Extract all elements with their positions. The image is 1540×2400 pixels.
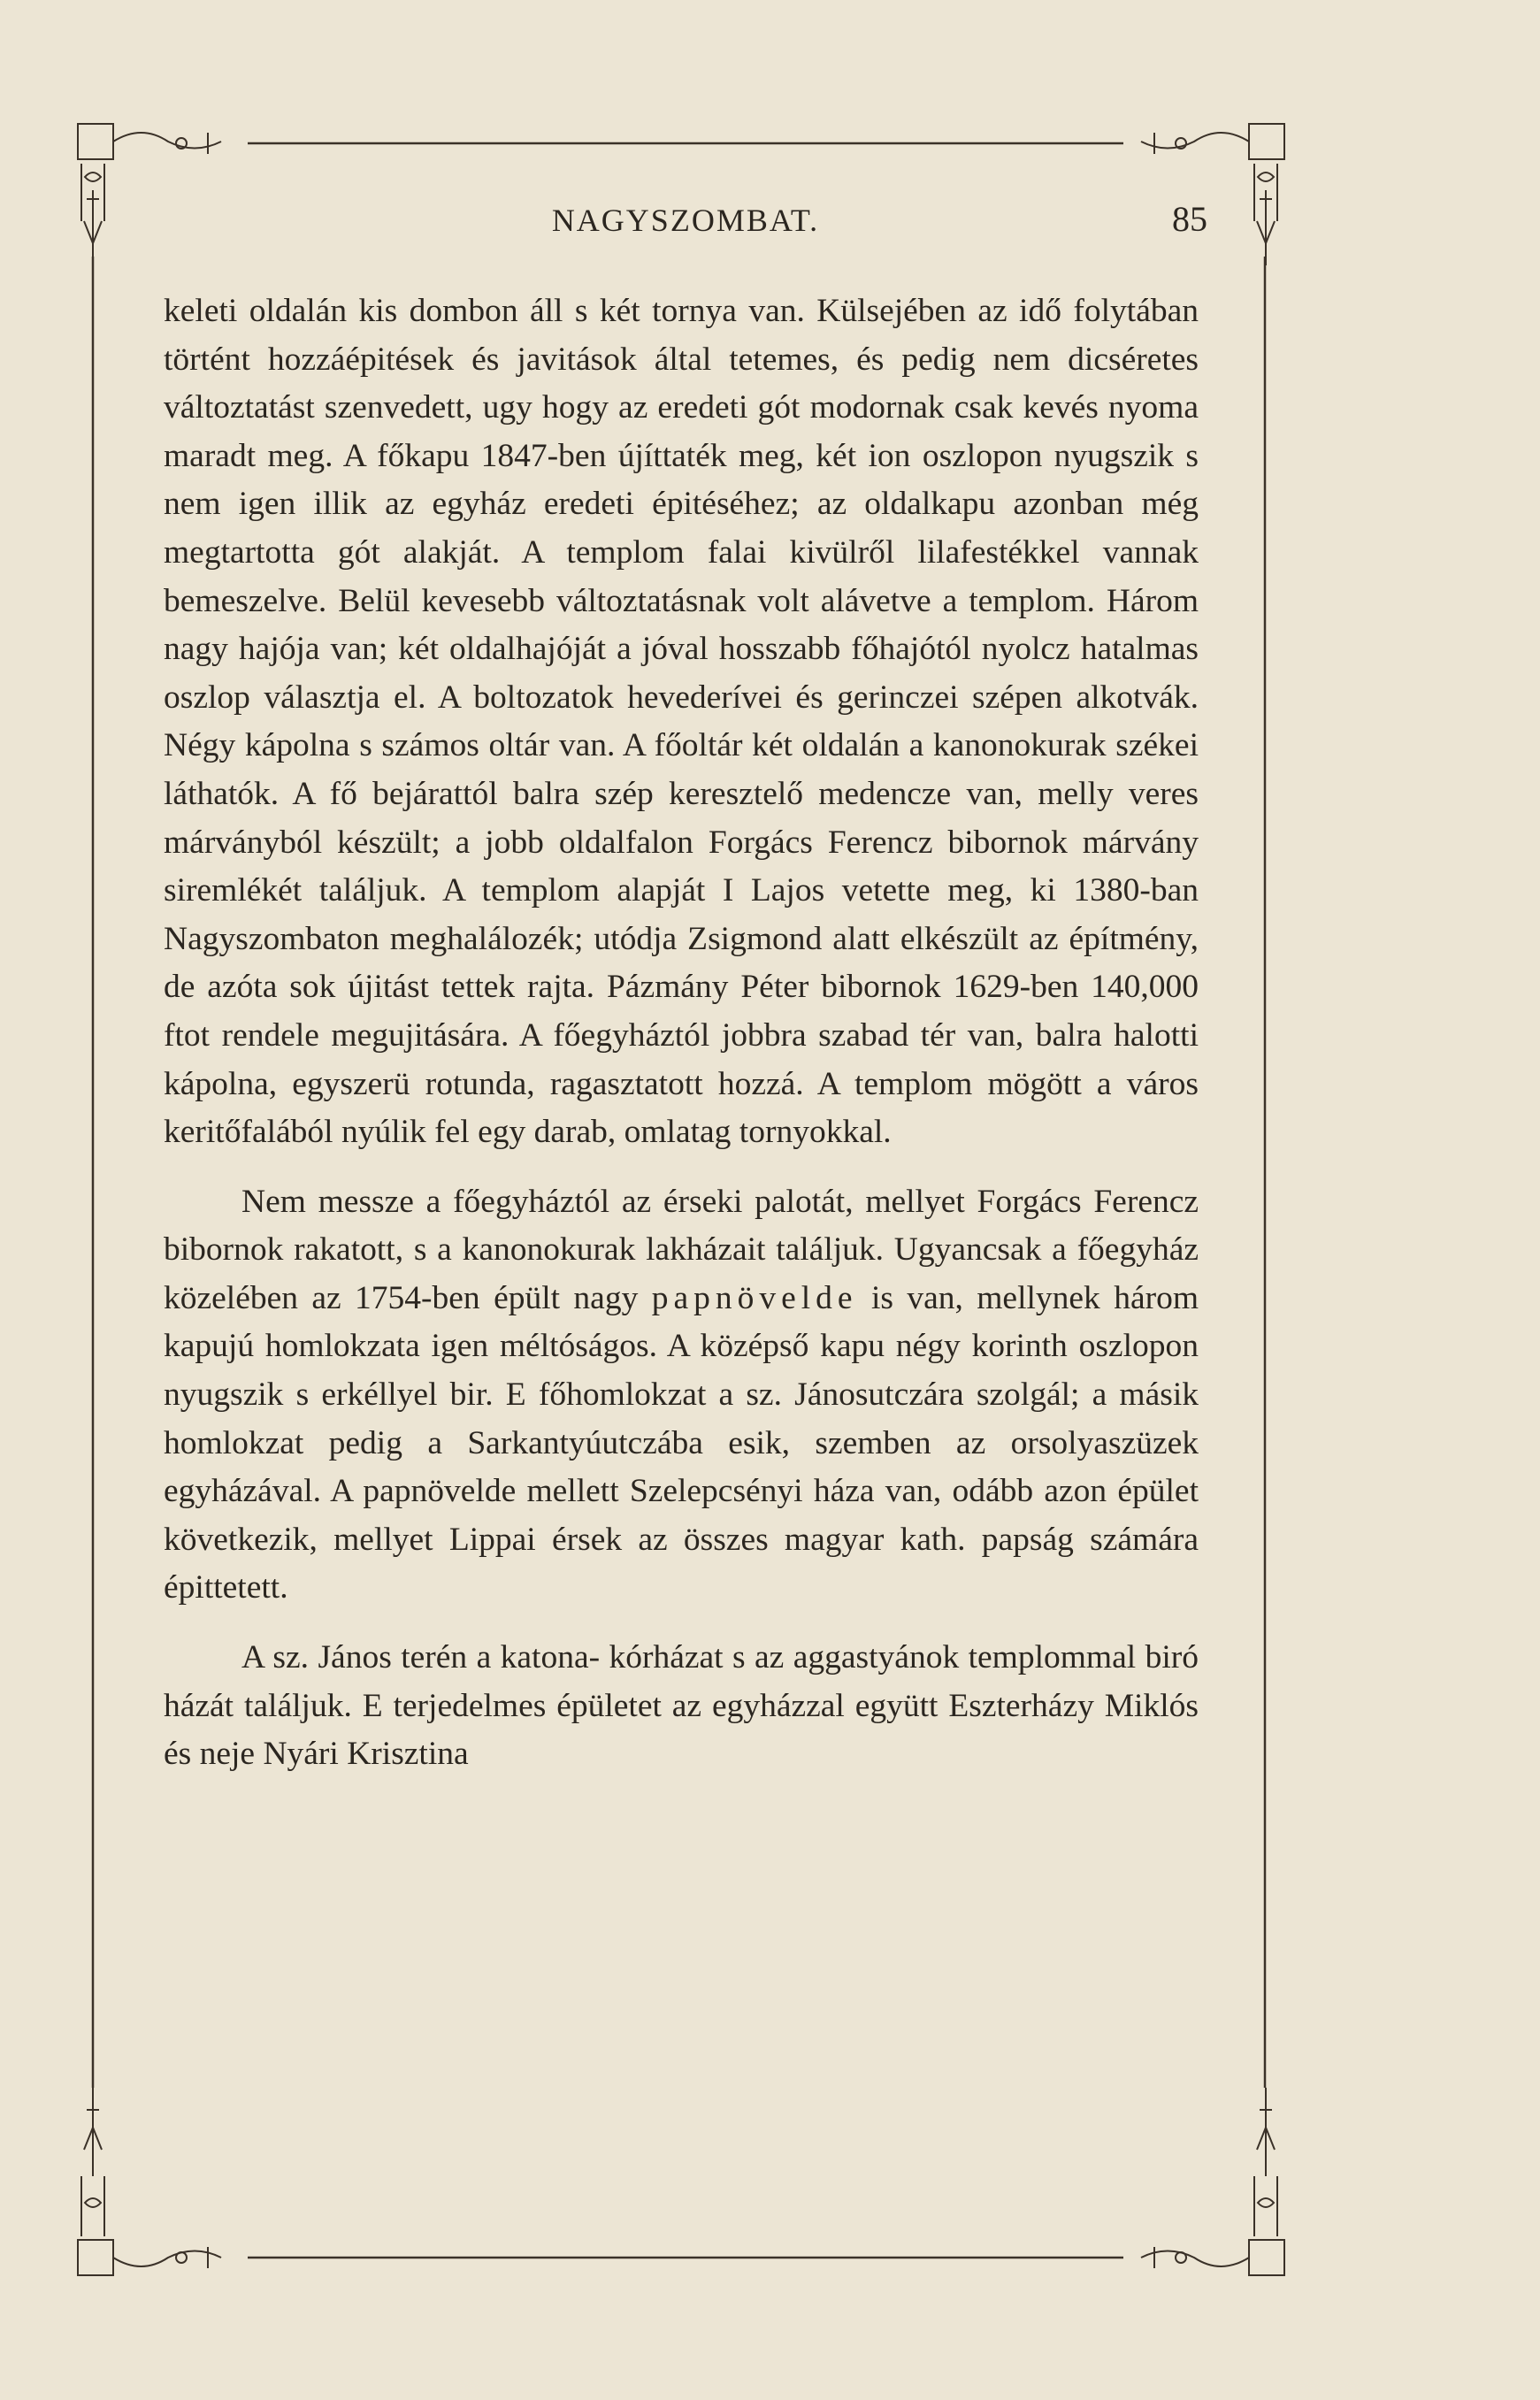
paragraph: keleti oldalán kis dombon áll s két tornya van. Külsejében az idő folytában történt hozzáépitések és javitások által tetemes, és pedig nem dicséretes változtatást szenvedett, ugy hogy az eredeti gót modornak csak kevés nyoma maradt meg. A főkapu 1847-ben újíttaték meg, két ion oszlopon nyugszik s nem igen illik az egyház eredeti épitéséhez; az oldalkapu azonban még megtartotta gót alakját. A templom falai kivülről lilafestékkel vannak bemeszelve. Belül kevesebb változtatásnak volt alávetve a templom. Három nagy hajója van; két oldalhajóját a jóval hosszabb főhajótól nyolcz hatalmas oszlop választja el. A boltozatok hevederívei és gerinczei szépen alkotvák. Négy kápolna s számos oltár van. A főoltár két oldalán a kanonokurak székei láthatók. A fő bejárattól balra szép keresztelő medencze van, melly veres márványból készült; a jobb oldalfalon Forgács Ferencz bibornok márvány siremlékét találjuk. A templom alapját I Lajos vetette meg, ki 1380-ban Nagyszombaton meghalálozék; utódja Zsigmond alatt elkészült az építmény, de azóta sok újitást tettek rajta. Pázmány Péter bibornok 1629-ben 140,000 ftot rendele megujitására. A főegyháztól jobbra szabad tér van, balra halotti kápolna, egyszerü rotunda, ragasztatott hozzá. A templom mögött a város keritőfalából nyúlik fel egy darab, omlatag tornyokkal. [164,293,1199,1151]
paragraph: A sz. János terén a katona- kórházat s az aggastyánok templommal biró házát találjuk. E terjedelmes épületet az egyházzal együtt Eszterházy Miklós és neje Nyári Krisztina [164,1639,1199,1773]
paragraph [164,1178,1199,1613]
running-title: NAGYSZOMBAT. [551,203,820,238]
corner-ornament-bottom-right [1141,2088,1284,2275]
paragraph-text: is van, mellynek három kapujú homlokzata igen méltóságos. A középső kapu négy korinth oszlopon nyugszik s erkéllyel bir. E főhomlokzat a sz. Jánosutczára szolgál; a másik homlokzat pedig a Sarkantyúutczába esik, szemben az orsolyaszüzek egyházával. A papnövelde mellett Szelepcsényi háza van, odább azon épület következik, mellyet Lippai érsek az összes magyar kath. papság számára épittetett. [164,1279,1199,1606]
page-header [164,199,1207,255]
page-number: 85 [1172,199,1207,239]
emphasized-word: papnövelde [651,1279,858,1316]
paragraph-text: Nem messze a főegyháztól az érseki palotát, mellyet Forgács Ferencz bibornok rakatott, s a kanonokurak lakházait találjuk. Ugyancsak a főegyház közelében az 1754-ben épült nagy [164,1183,1199,1316]
body-text [164,288,1199,1779]
corner-ornament-bottom-left [78,2088,221,2275]
